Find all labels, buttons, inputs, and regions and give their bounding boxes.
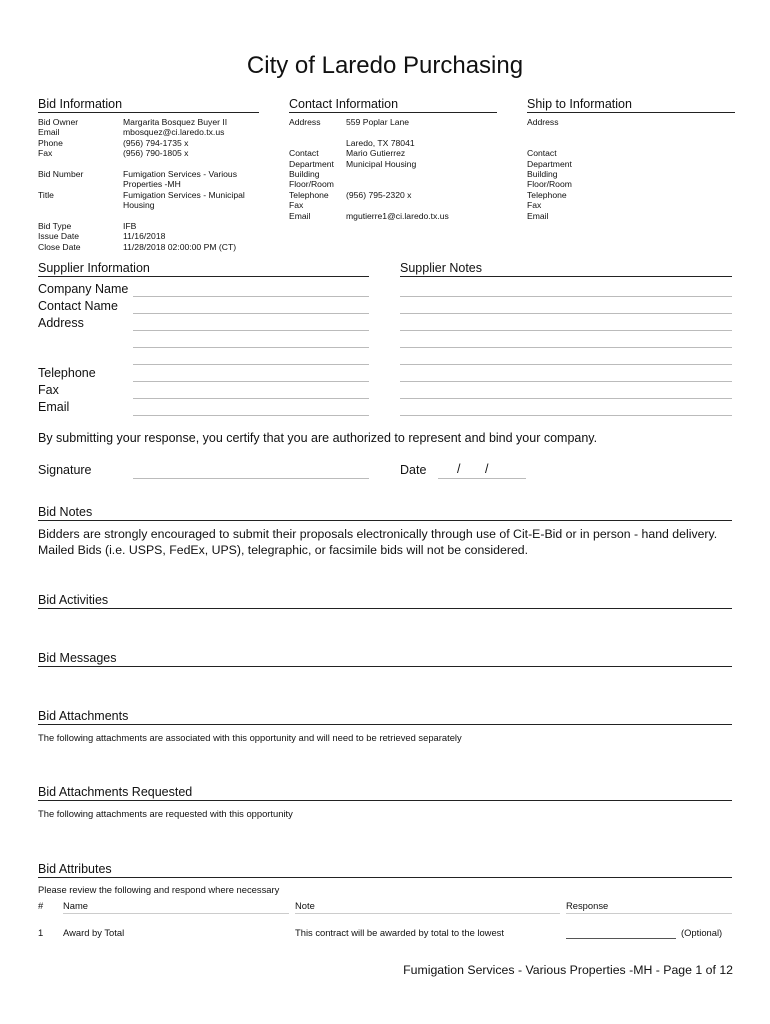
date-field[interactable] [438,478,526,479]
close-date-value: 11/28/2018 02:00:00 PM (CT) [123,241,237,252]
certify-statement: By submitting your response, you certify that you are authorized to represent and bind your company. [38,431,598,445]
bid-title-value-cont: Housing [123,200,155,211]
contact-information-heading: Contact Information [289,97,497,113]
page-title: City of Laredo Purchasing [246,52,524,79]
page-footer: Fumigation Services - Various Properties -MH - Page 1 of 12 [403,963,733,977]
email-field[interactable] [133,415,369,416]
bid-notes-line: Bidders are strongly encouraged to submit their proposals electronically through use of Cit-E-Bid or in person - hand delivery. [38,527,718,541]
bid-info-label [38,179,83,189]
contact-info-label: Floor/Room [289,179,334,190]
bid-attributes-heading: Bid Attributes [38,862,732,878]
bid-info-label: Bid Owner [38,117,79,127]
bid-info-label: Issue Date [38,231,80,242]
contact-department-value: Municipal Housing [346,158,417,169]
signature-label: Signature [38,463,92,477]
contact-info-values [346,117,449,221]
contact-info-label: Address [289,117,321,127]
bid-info-label [38,200,83,210]
bid-info-label: Phone [38,137,63,148]
ship-info-label: Department [527,158,572,169]
bid-notes-heading: Bid Notes [38,505,732,521]
ship-info-label: Fax [527,200,542,211]
date-slash: / [485,462,489,476]
address-field-line-3[interactable] [133,364,369,365]
contact-address-value: 559 Poplar Lane [346,117,410,127]
bid-info-values [123,117,245,252]
bid-attachments-heading: Bid Attachments [38,709,732,725]
supplier-information-heading: Supplier Information [38,261,369,277]
bid-info-label: Email [38,127,60,138]
company-name-field[interactable] [133,296,369,297]
bid-fax-value: (956) 790-1805 x [123,148,189,159]
date-label: Date [400,463,427,477]
telephone-label: Telephone [38,366,96,380]
column-header-name: Name [63,900,89,911]
bid-attachments-requested-text: The following attachments are requested with this opportunity [38,808,293,819]
contact-info-value [346,179,449,189]
ship-info-label: Floor/Room [527,179,572,190]
bid-info-labels [38,117,83,252]
bid-info-label: Bid Number [38,169,84,180]
address-label: Address [38,316,84,330]
bid-info-label [38,211,83,221]
bid-email-value: mbosquez@ci.laredo.tx.us [123,127,225,138]
contact-info-label: Email [289,210,311,221]
attribute-row-note: This contract will be awarded by total to the lowest [295,927,504,938]
bid-attachments-requested-heading: Bid Attachments Requested [38,785,732,801]
contact-info-value [346,127,449,137]
contact-info-label: Telephone [289,189,329,200]
contact-info-labels [289,117,334,221]
bid-info-value [123,159,245,169]
column-header-note: Note [295,900,315,911]
contact-name-label: Contact Name [38,299,118,313]
bid-number-value: Fumigation Services - Various [123,169,237,180]
contact-info-label: Contact [289,148,319,159]
fax-field[interactable] [133,398,369,399]
contact-info-value [346,169,449,179]
contact-name-field[interactable] [133,313,369,314]
attribute-row-name: Award by Total [63,927,125,938]
contact-info-label [289,127,334,137]
supplier-notes-line[interactable] [400,398,732,399]
contact-info-value [346,200,449,210]
column-underline [63,913,289,914]
bid-information-heading: Bid Information [38,97,259,113]
bid-info-label: Fax [38,148,53,159]
address-field-line-1[interactable] [133,330,369,331]
bid-info-label: Title [38,189,54,200]
attribute-row-number: 1 [38,927,44,938]
bid-info-label [38,159,83,169]
column-header-response: Response [566,900,609,911]
supplier-notes-line[interactable] [400,381,732,382]
attribute-row-response: (Optional) [681,927,723,938]
bid-title-value: Fumigation Services - Municipal [123,189,245,200]
column-header-number: # [38,900,44,911]
issue-date-value: 11/16/2018 [123,231,166,242]
column-underline [295,913,560,914]
bid-notes-line: Mailed Bids (i.e. USPS, FedEx, UPS), telegraphic, or facsimile bids will not be considered. [38,543,529,557]
bid-info-label: Bid Type [38,221,72,232]
fax-label: Fax [38,383,59,397]
attribute-response-field[interactable] [566,938,676,939]
supplier-notes-line[interactable] [400,347,732,348]
contact-name-value: Mario Gutierrez [346,148,406,159]
column-underline [566,913,732,914]
ship-info-labels [527,117,572,221]
supplier-notes-line[interactable] [400,330,732,331]
contact-city-value: Laredo, TX 78041 [346,137,415,148]
bid-info-value [123,211,245,221]
bid-type-value: IFB [123,221,137,232]
company-name-label: Company Name [38,282,129,296]
supplier-notes-heading: Supplier Notes [400,261,732,277]
contact-email-value: mgutierre1@ci.laredo.tx.us [346,210,449,221]
contact-info-label: Department [289,158,334,169]
bid-owner-value: Margarita Bosquez Buyer II [123,117,228,127]
ship-info-label: Email [527,210,549,221]
ship-info-label: Telephone [527,189,567,200]
bid-attributes-intro: Please review the following and respond where necessary [38,884,280,895]
supplier-notes-line[interactable] [400,415,732,416]
bid-notes-text [38,526,717,558]
contact-telephone-value: (956) 795-2320 x [346,189,412,200]
bid-phone-value: (956) 794-1735 x [123,137,189,148]
date-slash: / [457,462,461,476]
bid-attachments-text: The following attachments are associated with this opportunity and will need to be retrieved separately [38,732,462,743]
supplier-notes-line[interactable] [400,313,732,314]
supplier-notes-line[interactable] [400,296,732,297]
ship-info-label: Building [527,169,558,180]
ship-info-label: Address [527,117,559,127]
supplier-notes-line[interactable] [400,364,732,365]
ship-info-label [527,127,572,137]
signature-field[interactable] [133,478,369,479]
contact-info-label [289,138,334,148]
ship-info-label: Contact [527,148,557,159]
bid-activities-heading: Bid Activities [38,593,732,609]
bid-messages-heading: Bid Messages [38,651,732,667]
bid-number-value-cont: Properties -MH [123,179,181,190]
email-label: Email [38,400,70,414]
bid-info-label: Close Date [38,241,81,252]
ship-info-label [527,138,572,148]
address-field-line-2[interactable] [133,347,369,348]
telephone-field[interactable] [133,381,369,382]
contact-info-label: Fax [289,200,304,211]
contact-info-label: Building [289,169,320,180]
ship-to-information-heading: Ship to Information [527,97,735,113]
